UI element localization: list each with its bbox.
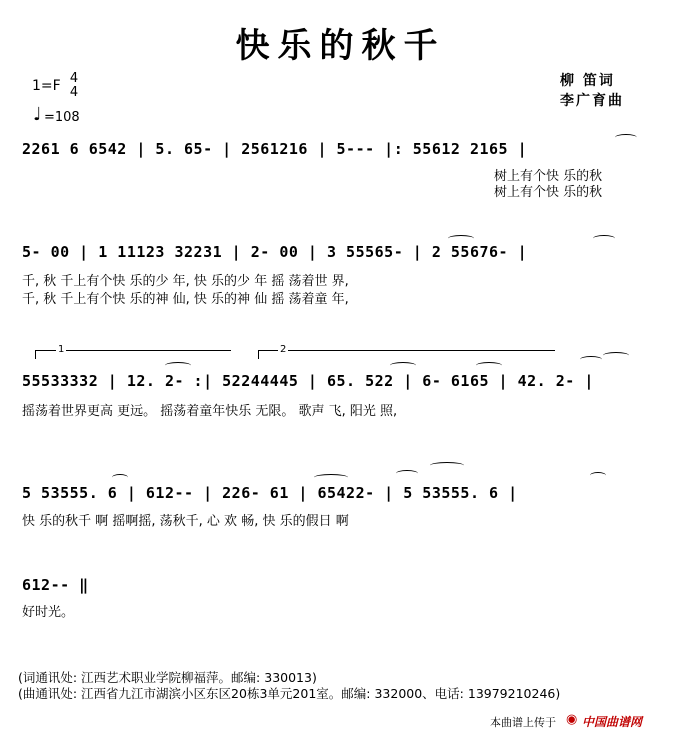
notation-row-3: 55533332 | 12. 2- :| 52244445 | 65. 522 | 6- 6165 | 42. 2- | — [22, 372, 594, 390]
song-title: 快乐的秋千 — [235, 26, 446, 66]
notation-row-2: 5- 00 | 1 11123 32231 | 2- 00 | 3 55565- | 2 55676- | — [22, 243, 528, 261]
composer-credit: 李广育曲 — [560, 93, 624, 109]
second-ending-number: 2 — [280, 344, 287, 355]
slur-mark — [580, 356, 602, 363]
slur-mark — [165, 362, 191, 369]
site-brand-link[interactable]: 中国曲谱网 — [582, 715, 643, 729]
notation-row-4: 5 53555. 6 | 612-- | 226- 61 | 65422- | 5 53555. 6 | — [22, 484, 518, 502]
time-signature — [68, 72, 80, 100]
lyrics-row-2-verse-2: 千, 秋 千上有个快 乐的神 仙, 快 乐的神 仙 摇 荡着童 年, — [22, 292, 349, 307]
slur-mark — [112, 474, 128, 481]
notation-row-5: 612-- ‖ — [22, 576, 89, 594]
lyrics-row-2-verse-1: 千, 秋 千上有个快 乐的少 年, 快 乐的少 年 摇 荡着世 界, — [22, 274, 349, 289]
lyrics-row-1-verse-1: 树上有个快 乐的秋 — [494, 169, 603, 184]
upload-note: 本曲谱上传于 — [490, 716, 556, 729]
slur-mark — [476, 362, 502, 369]
tempo-marking: =108 — [44, 110, 80, 125]
slur-mark — [390, 362, 416, 369]
time-sig-top: 4 — [69, 71, 79, 86]
lyrics-row-4: 快 乐的秋千 啊 摇啊摇, 荡秋千, 心 欢 畅, 快 乐的假日 啊 — [22, 514, 349, 529]
lyricist-contact: (词通讯处: 江西艺术职业学院柳福萍。邮编: 330013) — [18, 670, 317, 685]
lyrics-row-3: 摇荡着世界更高 更远。 摇荡着童年快乐 无限。 歌声 飞, 阳光 照, — [22, 404, 398, 419]
slur-mark — [593, 235, 615, 242]
time-sig-bottom: 4 — [69, 85, 79, 100]
slur-mark — [448, 235, 474, 242]
lyrics-row-5: 好时光。 — [22, 605, 75, 620]
composer-contact: (曲通讯处: 江西省九江市湖滨小区东区20栋3单元201室。邮编: 332000、电话: 13979210246) — [18, 686, 561, 701]
key-signature: 1=F — [32, 78, 61, 94]
lyricist-credit: 柳 笛词 — [560, 73, 615, 89]
second-ending-bracket — [258, 350, 555, 359]
first-ending-number: 1 — [58, 344, 65, 355]
slur-mark — [590, 472, 606, 479]
slur-mark — [314, 474, 348, 481]
notation-row-1: 2261 6 6542 | 5. 65- | 2561216 | 5--- |: 55612 2165 | — [22, 140, 528, 158]
quarter-note-icon: ♩ — [33, 104, 42, 125]
slur-mark — [615, 134, 637, 141]
lyrics-row-1-verse-2: 树上有个快 乐的秋 — [494, 185, 603, 200]
slur-mark — [430, 462, 464, 469]
slur-mark — [603, 352, 629, 359]
cd-disc-icon: ◉ — [566, 712, 578, 727]
slur-mark — [396, 470, 418, 477]
